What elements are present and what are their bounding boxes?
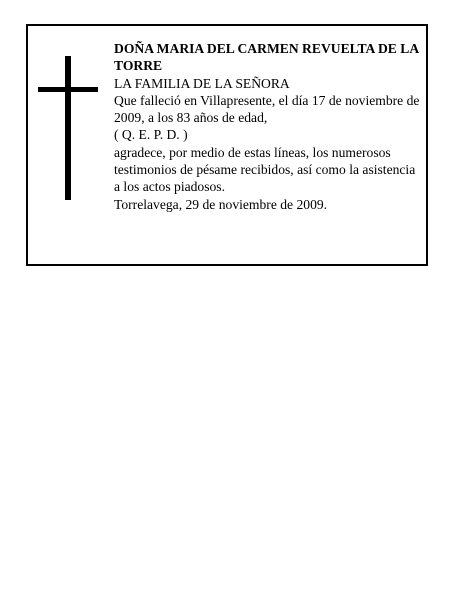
death-info: Que falleció en Villapresente, el día 17 de noviembre de 2009, a los 83 años de edad,: [114, 92, 420, 126]
cross-vertical-bar: [65, 56, 71, 200]
notice-text: [114, 40, 420, 213]
place-date: Torrelavega, 29 de noviembre de 2009.: [114, 196, 328, 212]
obituary-notice: [26, 24, 428, 266]
family-line: LA FAMILIA DE LA SEÑORA: [114, 75, 290, 91]
cross-icon: [38, 56, 98, 200]
deceased-name: DOÑA MARIA DEL CARMEN REVUELTA DE LA TORRE: [114, 41, 419, 74]
rip-line: ( Q. E. P. D. ): [114, 127, 188, 143]
thanks-paragraph: agradece, por medio de estas líneas, los numerosos testimonios de pésame recibidos, así como la asistencia a los actos piadosos.: [114, 144, 416, 195]
cross-horizontal-bar: [38, 87, 98, 92]
